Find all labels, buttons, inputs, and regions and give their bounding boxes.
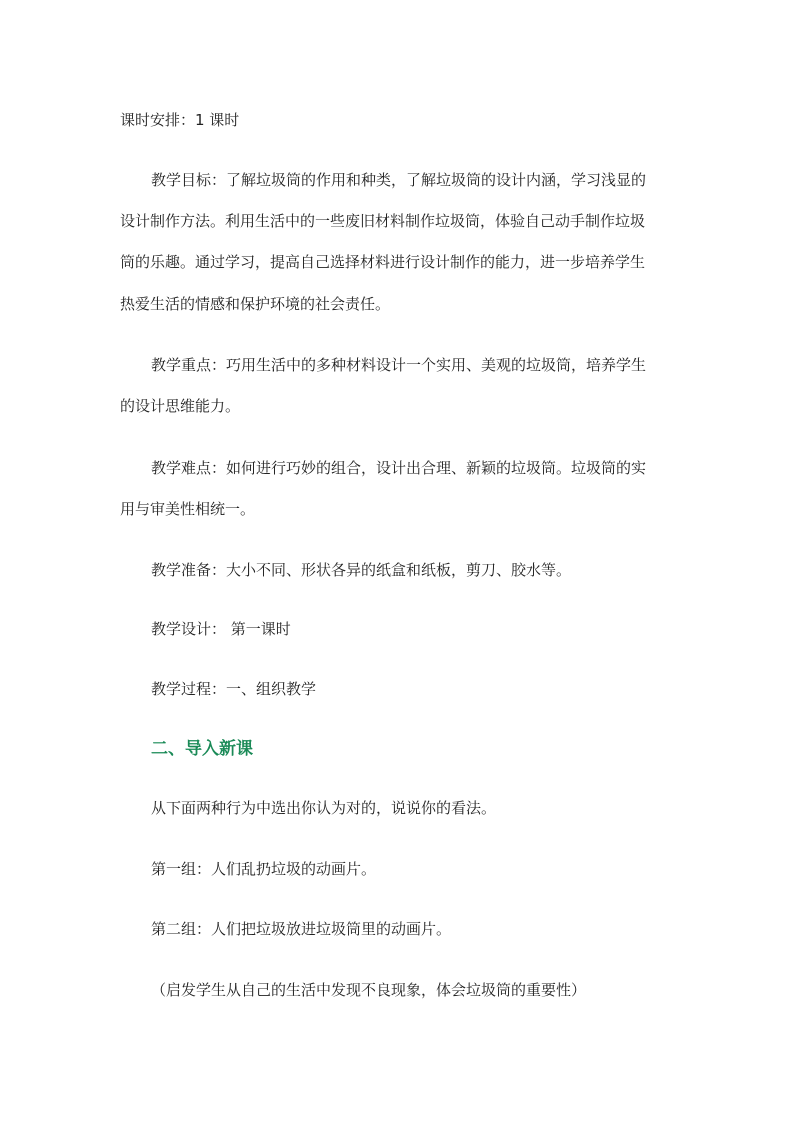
question-text: 从下面两种行为中选出你认为对的，说说你的看法。 xyxy=(151,799,497,817)
objective-line-1: 教学目标：了解垃圾筒的作用和种类，了解垃圾筒的设计内涵，学习浅显的 xyxy=(151,171,647,189)
schedule-text: 课时安排：1 课时 xyxy=(120,111,240,129)
difficulty-line-2: 用与审美性相统一。 xyxy=(120,500,256,518)
design-text: 教学设计： 第一课时 xyxy=(151,620,291,638)
preparation-text: 教学准备：大小不同、形状各异的纸盒和纸板，剪刀、胶水等。 xyxy=(151,561,572,579)
note-text: （启发学生从自己的生活中发现不良现象，体会垃圾筒的重要性） xyxy=(151,981,587,999)
objective-line-4: 热爱生活的情感和保护环境的社会责任。 xyxy=(120,295,391,313)
group-one-text: 第一组：人们乱扔垃圾的动画片。 xyxy=(151,860,377,878)
group-two-text: 第二组：人们把垃圾放进垃圾筒里的动画片。 xyxy=(151,920,452,938)
objective-line-3: 筒的乐趣。通过学习，提高自己选择材料进行设计制作的能力，进一步培养学生 xyxy=(120,253,646,271)
key-point-line-1: 教学重点：巧用生活中的多种材料设计一个实用、美观的垃圾筒，培养学生 xyxy=(151,356,647,374)
process-text: 教学过程：一、组织教学 xyxy=(151,680,317,698)
objective-line-2: 设计制作方法。利用生活中的一些废旧材料制作垃圾筒，体验自己动手制作垃圾 xyxy=(120,212,646,230)
section-heading: 二、导入新课 xyxy=(151,739,253,759)
difficulty-line-1: 教学难点：如何进行巧妙的组合，设计出合理、新颖的垃圾筒。垃圾筒的实 xyxy=(151,459,647,477)
key-point-line-2: 的设计思维能力。 xyxy=(120,397,241,415)
